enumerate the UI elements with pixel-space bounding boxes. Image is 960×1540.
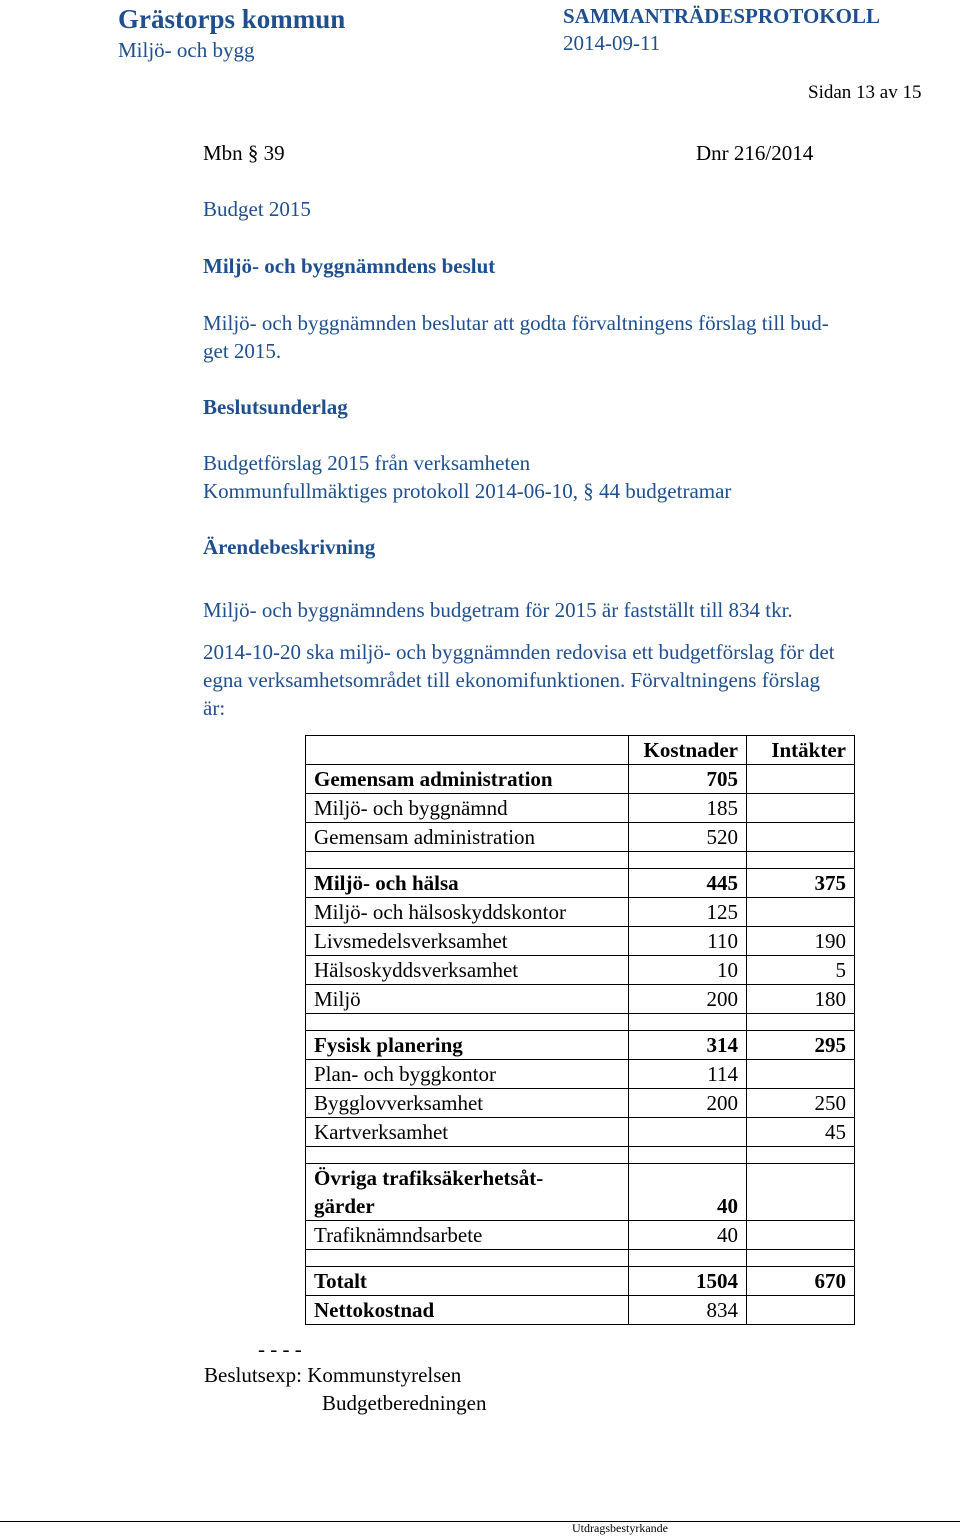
row-label: Miljö- och hälsoskyddskontor [306,898,629,927]
table-row [306,1031,855,1060]
row-cost: 445 [629,869,747,898]
row-income: 250 [747,1089,855,1118]
table-spacer-row [306,1250,855,1267]
row-income [747,898,855,927]
row-income: 375 [747,869,855,898]
header-cell-cost: Kostnader [629,736,747,765]
row-income [747,765,855,794]
row-label-line-1: Övriga trafiksäkerhetsåt- [314,1166,544,1190]
dispatch-dashes: - - - - [258,1337,302,1361]
case-subject: Budget 2015 [203,197,311,221]
row-label-line-2: gärder [314,1194,375,1218]
decision-heading: Miljö- och byggnämndens beslut [203,254,496,278]
row-label: Hälsoskyddsverksamhet [306,956,629,985]
footer-label: Utdragsbestyrkande [572,1521,668,1535]
row-cost [629,1250,747,1267]
row-income [747,794,855,823]
org-name: Grästorps kommun [118,4,346,34]
row-income [747,1164,855,1221]
row-income [747,1296,855,1325]
case-id: Mbn § 39 [203,141,285,165]
row-cost: 200 [629,1089,747,1118]
row-label: Bygglovverksamhet [306,1089,629,1118]
row-cost: 10 [629,956,747,985]
table-row [306,794,855,823]
row-income [747,1060,855,1089]
table-row [306,985,855,1014]
description-paragraph-2-line-3: är: [203,696,226,720]
description-paragraph-1: Miljö- och byggnämndens budgetram för 2015 är fastställt till 834 tkr. [203,598,793,622]
table-spacer-row [306,1147,855,1164]
document-type: SAMMANTRÄDESPROTOKOLL [563,4,880,28]
table-row [306,956,855,985]
row-cost: 705 [629,765,747,794]
row-cost: 185 [629,794,747,823]
table-row [306,1267,855,1296]
row-income [747,852,855,869]
table-row [306,1296,855,1325]
row-label: Gemensam administration [306,765,629,794]
row-cost: 314 [629,1031,747,1060]
row-label: Miljö- och byggnämnd [306,794,629,823]
table-row [306,1089,855,1118]
row-label: Miljö [306,985,629,1014]
table-header-row [306,736,855,765]
dispatch-line-2: Budgetberedningen [322,1391,487,1415]
basis-item-1: Budgetförslag 2015 från verksamheten [203,451,531,475]
description-heading: Ärendebeskrivning [203,535,376,559]
header-cell-label [306,736,629,765]
row-label [306,1014,629,1031]
row-label [306,1250,629,1267]
row-label: Gemensam administration [306,823,629,852]
row-cost: 1504 [629,1267,747,1296]
row-income: 180 [747,985,855,1014]
row-cost: 114 [629,1060,747,1089]
case-dnr: Dnr 216/2014 [696,141,814,165]
budget-table [305,735,855,1325]
row-label: Plan- och byggkontor [306,1060,629,1089]
table-spacer-row [306,1014,855,1031]
row-income: 190 [747,927,855,956]
row-label: Livsmedelsverksamhet [306,927,629,956]
table-row [306,823,855,852]
row-income [747,1221,855,1250]
table-row [306,927,855,956]
row-label [306,1147,629,1164]
description-paragraph-2-line-1: 2014-10-20 ska miljö- och byggnämnden redovisa ett budgetförslag för det [203,640,835,664]
row-cost: 834 [629,1296,747,1325]
row-income: 45 [747,1118,855,1147]
row-label: Nettokostnad [306,1296,629,1325]
row-income: 295 [747,1031,855,1060]
decision-line-1: Miljö- och byggnämnden beslutar att godta förvaltningens förslag till bud- [203,311,829,335]
row-cost: 200 [629,985,747,1014]
table-row [306,1060,855,1089]
table-row [306,765,855,794]
row-label: Trafiknämndsarbete [306,1221,629,1250]
row-cost [629,1014,747,1031]
row-cost: 520 [629,823,747,852]
decision-line-2: get 2015. [203,339,282,363]
row-income: 670 [747,1267,855,1296]
unit-name: Miljö- och bygg [118,38,255,62]
basis-item-2: Kommunfullmäktiges protokoll 2014-06-10, § 44 budgetramar [203,479,732,503]
page-number: Sidan 13 av 15 [808,82,922,103]
header-cell-income: Intäkter [747,736,855,765]
description-paragraph-2-line-2: egna verksamhetsområdet till ekonomifunktionen. Förvaltningens förslag [203,668,821,692]
meeting-date: 2014-09-11 [563,31,661,55]
table-row [306,898,855,927]
table-row [306,1221,855,1250]
row-income: 5 [747,956,855,985]
dispatch-line-1: Beslutsexp: Kommunstyrelsen [204,1363,462,1387]
table-spacer-row [306,852,855,869]
row-cost: 110 [629,927,747,956]
row-cost: 40 [629,1221,747,1250]
row-label: Fysisk planering [306,1031,629,1060]
row-label [306,1164,629,1221]
table-row [306,1118,855,1147]
row-cost [629,1118,747,1147]
row-label [306,852,629,869]
row-label: Totalt [306,1267,629,1296]
table-row [306,869,855,898]
row-cost: 40 [629,1164,747,1221]
row-cost: 125 [629,898,747,927]
basis-heading: Beslutsunderlag [203,395,348,419]
row-cost [629,1147,747,1164]
table-row [306,1164,855,1221]
row-label: Kartverksamhet [306,1118,629,1147]
row-label: Miljö- och hälsa [306,869,629,898]
row-cost [629,852,747,869]
row-income [747,1147,855,1164]
row-income [747,1014,855,1031]
row-income [747,1250,855,1267]
row-income [747,823,855,852]
